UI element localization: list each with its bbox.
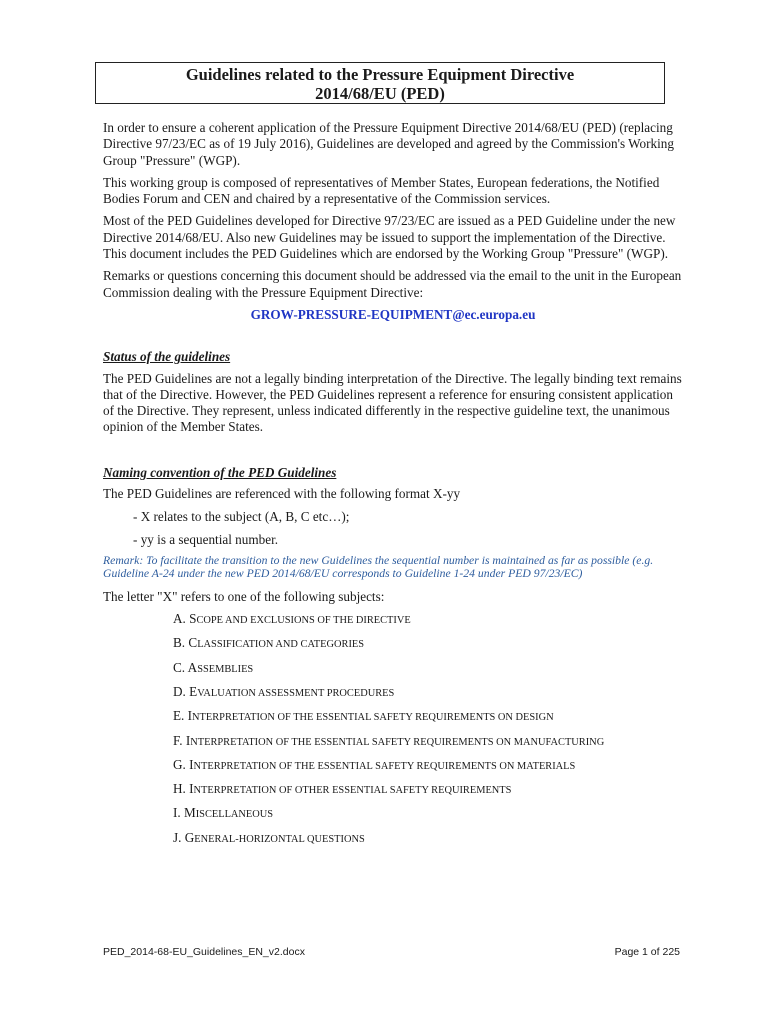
- subject-item-e: E. INTERPRETATION OF THE ESSENTIAL SAFETY REQUIREMENTS ON DESIGN: [173, 708, 554, 724]
- footer-page-number: Page 1 of 225: [614, 946, 680, 958]
- subject-item-d: D. EVALUATION ASSESSMENT PROCEDURES: [173, 683, 395, 699]
- contact-email-link[interactable]: GROW-PRESSURE-EQUIPMENT@ec.europa.eu: [250, 306, 536, 322]
- subjects-intro: The letter "X" refers to one of the following subjects:: [103, 588, 385, 604]
- intro-paragraph-2: This working group is composed of representatives of Member States, European federations, the Notified Bodies Forum and CEN and chaired by a representative of the Commission services.: [103, 174, 660, 207]
- subject-list: [103, 611, 683, 848]
- subject-item-b: B. CLASSIFICATION AND CATEGORIES: [173, 635, 365, 651]
- subject-item-g: G. INTERPRETATION OF THE ESSENTIAL SAFETY REQUIREMENTS ON MATERIALS: [173, 756, 576, 772]
- subject-item-f: F. INTERPRETATION OF THE ESSENTIAL SAFETY REQUIREMENTS ON MANUFACTURING: [173, 732, 605, 748]
- status-heading: Status of the guidelines: [103, 349, 231, 365]
- subject-item-h: H. INTERPRETATION OF OTHER ESSENTIAL SAFETY REQUIREMENTS: [173, 781, 512, 797]
- subject-item-i: I. MISCELLANEOUS: [173, 805, 274, 821]
- footer-filename: PED_2014-68-EU_Guidelines_EN_v2.docx: [103, 946, 305, 958]
- document-title-line-2: 2014/68/EU (PED): [315, 84, 445, 103]
- naming-bullet-yy: - yy is a sequential number.: [133, 531, 279, 547]
- intro-paragraph-3: Most of the PED Guidelines developed for Directive 97/23/EC are issued as a PED Guideline under the new Directive 2014/68/EU. Also new Guidelines may be issued to support the implementation of the Directive. This document includes the PED Guidelines which are endorsed by the Working Group "Pressure" (WGP).: [103, 213, 676, 262]
- subject-item-c: C. ASSEMBLIES: [173, 659, 254, 675]
- transition-remark: Remark: To facilitate the transition to the new Guidelines the sequential number is maintained as far as possible (e.g. Guideline A-24 under the new PED 2014/68/EU corresponds to Guideline 1-24 under PED 97/23/EC): [103, 553, 654, 581]
- naming-bullet-x: - X relates to the subject (A, B, C etc…);: [133, 509, 350, 525]
- intro-paragraph-4: Remarks or questions concerning this document should be addressed via the email to the unit in the European Commission dealing with the Pressure Equipment Directive:: [103, 268, 682, 300]
- naming-heading: Naming convention of the PED Guidelines: [103, 464, 337, 480]
- naming-paragraph: The PED Guidelines are referenced with the following format X-yy: [103, 486, 461, 502]
- document-body: [103, 120, 683, 854]
- subject-item-a: A. SCOPE AND EXCLUSIONS OF THE DIRECTIVE: [173, 611, 411, 627]
- subject-item-j: J. GENERAL-HORIZONTAL QUESTIONS: [173, 829, 365, 845]
- intro-paragraph-1: In order to ensure a coherent application of the Pressure Equipment Directive 2014/68/EU (PED) (replacing Directive 97/23/EC as of 19 July 2016), Guidelines are developed and agreed by the Commission's Working Group "Pressure" (WGP).: [103, 120, 674, 168]
- status-paragraph: The PED Guidelines are not a legally binding interpretation of the Directive. The legally binding text remains that of the Directive. However, the PED Guidelines represent a reference for ensuring consistent application of the Directive. They represent, unless indicated differently in the respective guideline text, the unanimous opinion of the Member States.: [103, 370, 682, 435]
- document-title-box: [95, 62, 665, 104]
- document-title-line-1: Guidelines related to the Pressure Equipment Directive: [185, 65, 575, 84]
